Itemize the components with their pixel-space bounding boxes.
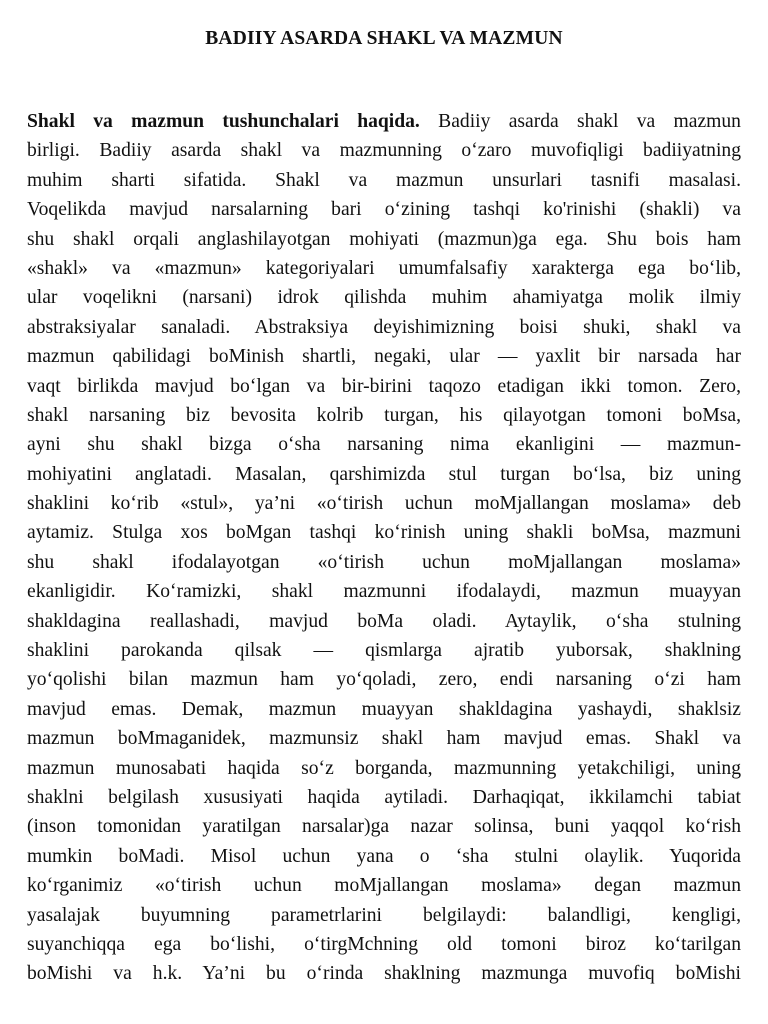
- text-line: abstraksiyalar sanaladi. Abstraksiya deyishimizning boisi shuki, shakl va: [27, 316, 741, 338]
- text-line: «shakl» va «mazmun» kategoriyalari umumfalsafiy xarakterga ega bo‘lib,: [27, 257, 741, 279]
- text-line: shu shakl orqali anglashilayotgan mohiyati (mazmun)ga ega. Shu bois ham: [27, 228, 741, 250]
- text-line: yo‘qolishi bilan mazmun ham yo‘qoladi, zero, endi narsaning o‘zi ham: [27, 669, 741, 691]
- text-line: ekanligidir. Ko‘ramizki, shakl mazmunni ifodalaydi, mazmun muayyan: [27, 581, 741, 603]
- text-line: birligi. Badiiy asarda shakl va mazmunning o‘zaro muvofiqligi badiiyatning: [27, 140, 741, 162]
- text-line: (inson tomonidan yaratilgan narsalar)ga nazar solinsa, buni yaqqol ko‘rish: [27, 816, 741, 838]
- text-line: shaklni belgilash xususiyati haqida aytiladi. Darhaqiqat, ikkilamchi tabiat: [27, 786, 741, 808]
- text-line: mazmun qabilidagi boMinish shartli, negaki, ular — yaxlit bir narsada har: [27, 346, 741, 368]
- text-line: ayni shu shakl bizga o‘sha narsaning nima ekanligini — mazmun-: [27, 434, 741, 456]
- text-line: [27, 107, 741, 136]
- text-line: mavjud emas. Demak, mazmun muayyan shakldagina yashaydi, shaklsiz: [27, 698, 741, 720]
- text-line: shakldagina reallashadi, mavjud boMa oladi. Aytaylik, o‘sha stulning: [27, 610, 741, 632]
- text-line: boMishi va h.k. Ya’ni bu o‘rinda shaklning mazmunga muvofiq boMishi: [27, 963, 741, 985]
- text-line: suyanchiqqa ega bo‘lishi, o‘tirgMchning old tomoni biroz ko‘tarilgan: [27, 933, 741, 955]
- text-line: Voqelikda mavjud narsalarning bari o‘zining tashqi ko'rinishi (shakli) va: [27, 199, 741, 221]
- text-line: muhim sharti sifatida. Shakl va mazmun unsurlari tasnifi masalasi.: [27, 169, 741, 191]
- text-line: ular voqelikni (narsani) idrok qilishda muhim ahamiyatga molik ilmiy: [27, 287, 741, 309]
- document-title: BADIIY ASARDA SHAKL VA MAZMUN: [205, 28, 563, 49]
- text-line: shaklini parokanda qilsak — qismlarga ajratib yuborsak, shaklning: [27, 640, 741, 662]
- text-line: mazmun boMmaganidek, mazmunsiz shakl ham mavjud emas. Shakl va: [27, 728, 741, 750]
- text-line: ko‘rganimiz «o‘tirish uchun moMjallangan moslama» degan mazmun: [27, 875, 741, 897]
- text-line-content: Badiiy asarda shakl va mazmun: [419, 111, 741, 132]
- text-line: yasalajak buyumning parametrlarini belgilaydi: balandligi, kengligi,: [27, 904, 741, 926]
- body-paragraph: [27, 107, 741, 989]
- text-line: mumkin boMadi. Misol uchun yana o ‘sha stulni olaylik. Yuqorida: [27, 845, 741, 867]
- text-line: vaqt birlikda mavjud bo‘lgan va bir-birini taqozo etadigan ikki tomon. Zero,: [27, 375, 741, 397]
- text-line: aytamiz. Stulga xos boMgan tashqi ko‘rinish uning shakli boMsa, mazmuni: [27, 522, 741, 544]
- text-line: mohiyatini anglatadi. Masalan, qarshimizda stul turgan bo‘lsa, biz uning: [27, 463, 741, 485]
- text-line: mazmun munosabati haqida so‘z borganda, mazmunning yetakchiligi, uning: [27, 757, 741, 779]
- text-line: shu shakl ifodalayotgan «o‘tirish uchun moMjallangan moslama»: [27, 551, 741, 573]
- text-line: shaklini ko‘rib «stul», ya’ni «o‘tirish uchun moMjallangan moslama» deb: [27, 493, 741, 515]
- text-line: shakl narsaning biz bevosita kolrib turgan, his qilayotgan tomoni boMsa,: [27, 404, 741, 426]
- section-heading-inline: Shakl va mazmun tushunchalari haqida.: [27, 111, 420, 132]
